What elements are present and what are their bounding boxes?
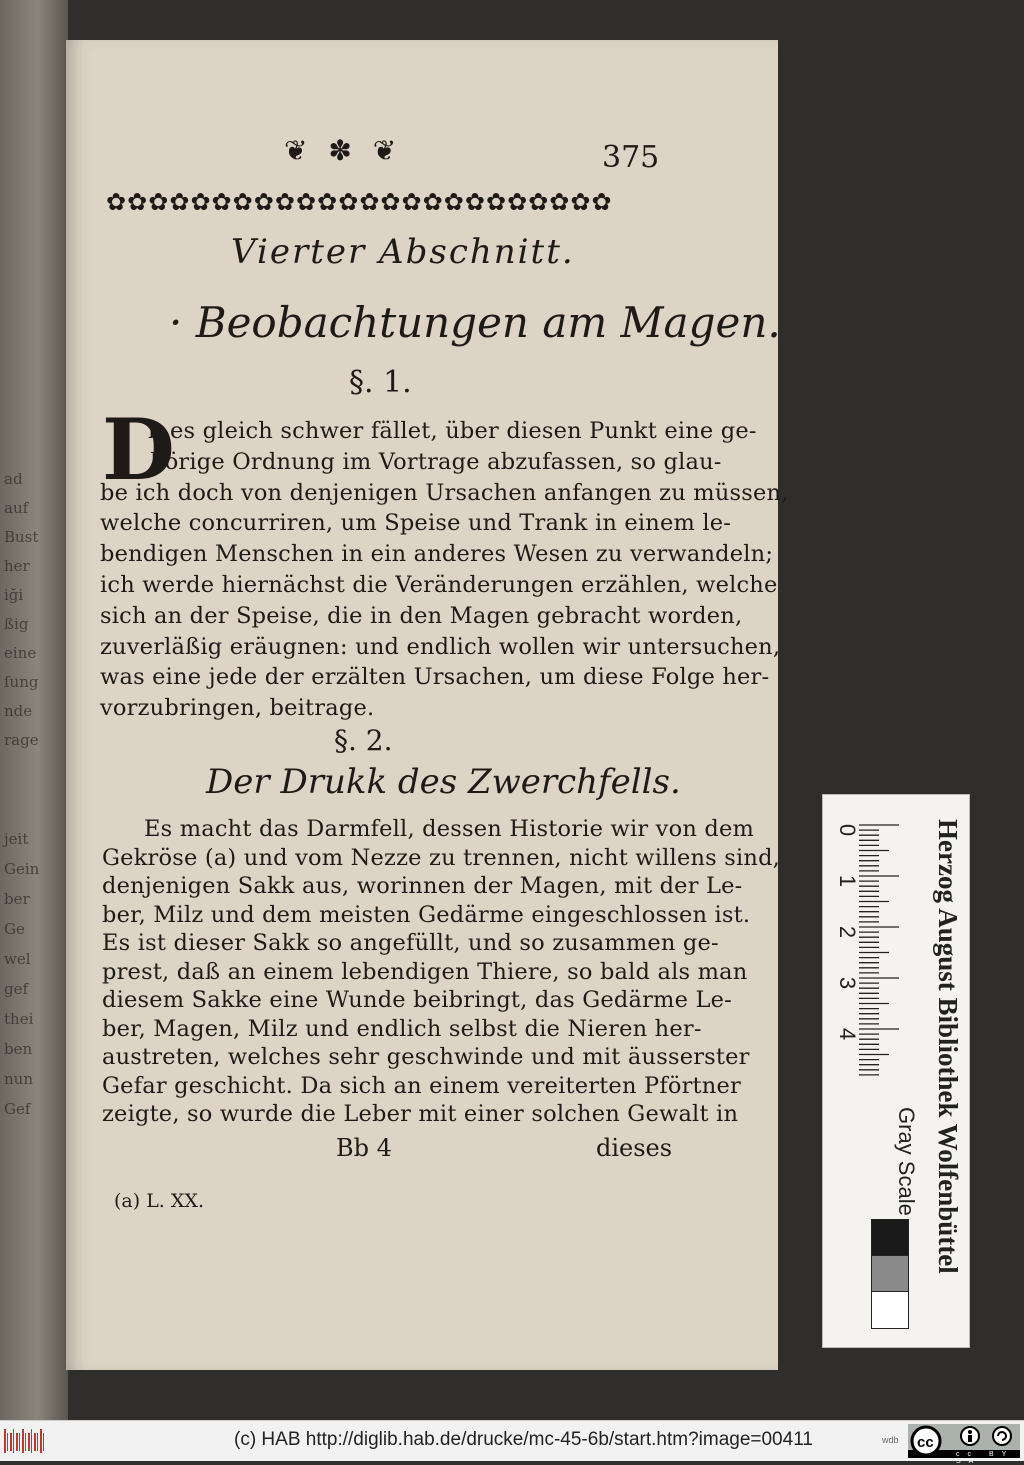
barcode-bar bbox=[37, 1433, 38, 1451]
scale-number: 2 bbox=[835, 925, 861, 939]
text-line: Gefar geschicht. Da sich an einem vereiterten Pförtner bbox=[102, 1072, 741, 1099]
prev-page-fragment: nun bbox=[4, 1070, 33, 1088]
institution-name: Herzog August Bibliothek Wolfenbüttel bbox=[933, 819, 963, 1274]
barcode-bar bbox=[31, 1429, 32, 1453]
prev-page-fragment: wel bbox=[4, 950, 31, 968]
barcode-bar bbox=[16, 1433, 18, 1451]
text-line: ich werde hiernächst die Veränderungen erzählen, welche bbox=[100, 572, 778, 598]
prev-page-fragment: Gef bbox=[4, 1100, 31, 1118]
prev-page-fragment: ſung bbox=[4, 673, 39, 691]
prev-page-fragment: her bbox=[4, 557, 30, 575]
text-line: austreten, welches sehr geschwinde und mit äusserster bbox=[102, 1044, 750, 1070]
text-line: zuverläßig eräugnen: und endlich wollen wir untersuchen, bbox=[100, 633, 781, 660]
prev-page-fragment: Bust bbox=[4, 528, 39, 546]
text-line: vorzubringen, beitrage. bbox=[100, 695, 375, 722]
text-line: b es gleich schwer fället, über diesen Punkt eine ge- bbox=[148, 418, 757, 444]
drop-cap: D bbox=[102, 400, 175, 499]
prev-page-fragment: auf bbox=[4, 499, 29, 517]
barcode-bar bbox=[43, 1433, 44, 1451]
scale-card bbox=[822, 794, 970, 1348]
svg-text:cc: cc bbox=[917, 1434, 934, 1451]
scale-number: 1 bbox=[835, 874, 861, 888]
chapter-title: · Beobachtungen am Magen. bbox=[169, 298, 781, 347]
text-line: Es macht das Darmfell, dessen Historie wir von dem bbox=[144, 816, 755, 842]
top-ornament: ❦ ✽ ❦ bbox=[284, 134, 403, 167]
book-page bbox=[66, 40, 789, 1370]
signature-mark: Bb 4 bbox=[336, 1134, 392, 1162]
gray-swatch bbox=[871, 1255, 909, 1293]
text-line: bendigen Menschen in ein anderes Wesen zu verwandeln; bbox=[100, 541, 774, 568]
scale-number: 0 bbox=[835, 823, 861, 837]
page-number: 375 bbox=[602, 140, 660, 175]
prev-page-fragment: Ge bbox=[4, 920, 25, 938]
text-line: denjenigen Sakk aus, worinnen der Magen, mit der Le- bbox=[102, 873, 743, 899]
text-line: sich an der Speise, die in den Magen gebracht worden, bbox=[100, 602, 743, 629]
gray-scale-label: Gray Scale bbox=[894, 1107, 919, 1216]
paragraph-1-heading: §. 1. bbox=[349, 365, 412, 400]
text-line: zeigte, so wurde die Leber mit einer solchen Gewalt in bbox=[102, 1101, 739, 1127]
scale-number: 3 bbox=[835, 976, 861, 990]
scale-number: 4 bbox=[835, 1027, 861, 1041]
barcode-bar bbox=[25, 1433, 26, 1451]
text-line: diesem Sakke eine Wunde beibringt, das Gedärme Le- bbox=[102, 987, 732, 1013]
prev-page-fragment: Gein bbox=[4, 860, 40, 878]
text-line: welche concurriren, um Speise und Trank in einem le- bbox=[100, 510, 732, 537]
barcode-bar bbox=[4, 1429, 6, 1453]
gray-swatch bbox=[871, 1219, 909, 1257]
text-line: was eine jede der erzälten Ursachen, um diese Folge her- bbox=[100, 664, 770, 691]
barcode-icon bbox=[4, 1427, 48, 1455]
prev-page-fragment: eine bbox=[4, 644, 37, 662]
footnote: (a) L. XX. bbox=[114, 1190, 204, 1212]
footer-mini-text: wdb bbox=[882, 1435, 899, 1445]
paragraph-2-heading: §. 2. bbox=[334, 724, 393, 757]
cc-license-text: cc BY SA bbox=[956, 1451, 1015, 1465]
prev-page-fragment: rage bbox=[4, 731, 39, 749]
barcode-bar bbox=[19, 1433, 20, 1451]
text-line: hörige Ordnung im Vortrage abzufassen, so glau- bbox=[150, 448, 722, 475]
barcode-bar bbox=[10, 1433, 12, 1451]
gray-swatch bbox=[871, 1291, 909, 1329]
prev-page-fragment: ben bbox=[4, 1040, 33, 1058]
text-line: be ich doch von denjenigen Ursachen anfangen zu müssen, bbox=[100, 479, 789, 506]
prev-page-fragment: iği bbox=[4, 586, 24, 604]
barcode-bar bbox=[7, 1433, 8, 1451]
text-line: ber, Magen, Milz und endlich selbst die Nieren her- bbox=[102, 1015, 702, 1042]
credit-link[interactable]: (c) HAB http://diglib.hab.de/drucke/mc-45-6b/start.htm?image=00411 bbox=[234, 1429, 813, 1450]
text-line: ber, Milz und dem meisten Gedärme eingeschlossen ist. bbox=[102, 901, 751, 928]
barcode-bar bbox=[28, 1433, 30, 1451]
barcode-bar bbox=[34, 1433, 36, 1451]
footer-bar bbox=[0, 1420, 1024, 1465]
previous-page-edge bbox=[0, 0, 68, 1420]
prev-page-fragment: ßig bbox=[4, 615, 29, 633]
prev-page-fragment: gef bbox=[4, 980, 29, 998]
prev-page-fragment: nde bbox=[4, 702, 33, 720]
prev-page-fragment: ad bbox=[4, 470, 23, 488]
paragraph-2-subtitle: Der Drukk des Zwerchfells. bbox=[206, 762, 681, 802]
prev-page-fragment: ber bbox=[4, 890, 30, 908]
text-line: Gekröse (a) und vom Nezze zu trennen, nicht willens sind, bbox=[102, 844, 781, 871]
barcode-bar bbox=[40, 1429, 42, 1453]
text-line: Es ist dieser Sakk so angefüllt, und so zusammen ge- bbox=[102, 930, 719, 956]
ornament-row: ✿✿✿✿✿✿✿✿✿✿✿✿✿✿✿✿✿✿✿✿✿✿✿✿ bbox=[106, 188, 613, 216]
text-line: prest, daß an einem lebendigen Thiere, so bald als man bbox=[102, 958, 748, 985]
prev-page-fragment: jeit bbox=[4, 830, 29, 848]
barcode-bar bbox=[13, 1429, 14, 1453]
section-heading: Vierter Abschnitt. bbox=[231, 232, 575, 272]
prev-page-fragment: thei bbox=[4, 1010, 34, 1028]
catchword: dieses bbox=[596, 1134, 673, 1162]
barcode-bar bbox=[22, 1429, 24, 1453]
